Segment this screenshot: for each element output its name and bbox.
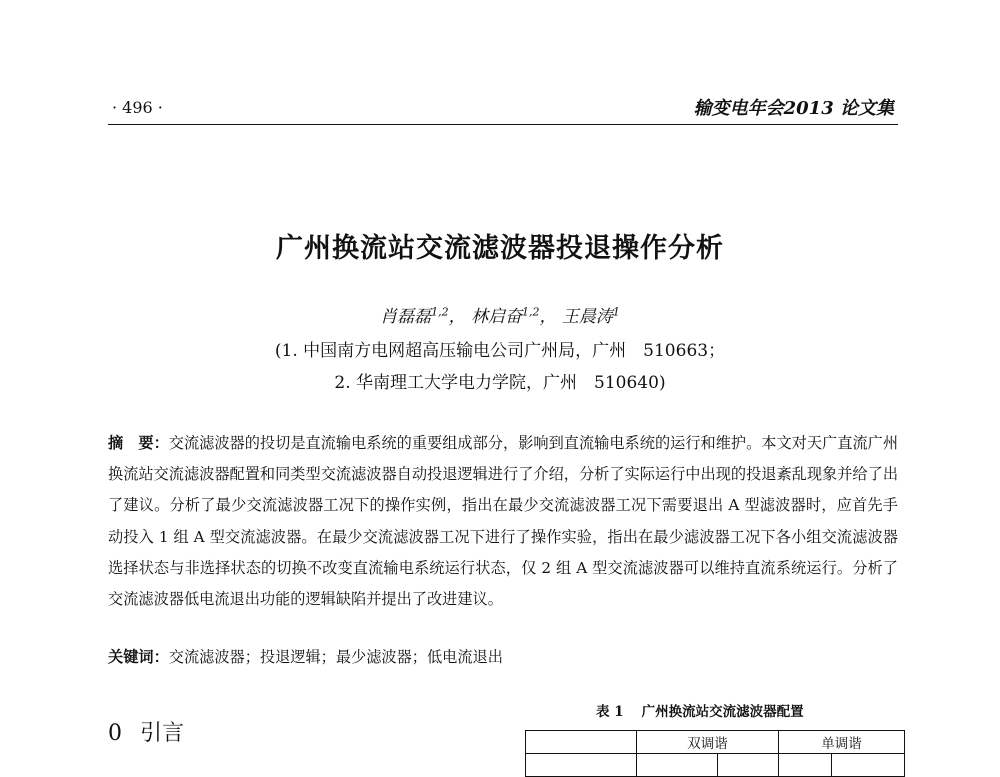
author-name: 肖磊磊 — [380, 307, 432, 327]
journal-title: 输变电年会2013 论文集 — [693, 98, 894, 119]
keywords — [108, 646, 898, 667]
author-separator: ， — [448, 307, 466, 327]
author-affiliation-mark: 1,2 — [431, 305, 449, 319]
author-name: 王晨涛 — [561, 307, 613, 327]
table-group-header: 双调谐 — [637, 731, 779, 754]
keywords-text: 交流滤波器；投退逻辑；最少滤波器；低电流退出 — [168, 648, 503, 666]
affiliation-2: 2. 华南理工大学电力学院，广州 510640) — [334, 373, 666, 393]
paper-title: 广州换流站交流滤波器投退操作分析 — [276, 233, 724, 264]
section-heading — [108, 716, 184, 747]
table-label: 表 1 — [596, 704, 624, 720]
author-affiliation-mark: 1,2 — [522, 305, 540, 319]
table-cell — [526, 754, 637, 777]
abstract-label: 摘 要： — [108, 434, 169, 452]
author-affiliation-mark: 1 — [612, 305, 620, 319]
header-divider — [108, 124, 898, 125]
table-cell — [637, 754, 718, 777]
abstract — [108, 428, 898, 615]
table-cell — [718, 754, 779, 777]
abstract-text: 交流滤波器的投切是直流输电系统的重要组成部分，影响到直流输电系统的运行和维护。本文对天广直流广州换流站交流滤波器配置和同类型交流滤波器自动投退逻辑进行了介绍，分析了实际运行中出现的投退紊乱现象并给了出了建议。分析了最少交流滤波器工况下的操作实例，指出在最少交流滤波器工况下需要退出 A 型滤波器时，应首先手动投入 1 组 A 型交流滤波器。在最少交流滤波器工况下进行了操作实验，指出在最少滤波器工况下各小组交流滤波器选择状态与非选择状态的切换不改变直流输电系统运行状态，仅 2 组 A 型交流滤波器可以维持直流系统运行。分析了交流滤波器低电流退出功能的逻辑缺陷并提出了改进建议。 — [108, 434, 899, 609]
table-group-header: 单调谐 — [779, 731, 905, 754]
author-name: 林启奋 — [471, 307, 522, 327]
table-caption — [596, 700, 804, 720]
section-title: 引言 — [140, 721, 185, 746]
author-list — [0, 302, 1000, 327]
filter-config-table — [525, 730, 905, 777]
table-row — [526, 731, 905, 754]
table-title: 广州换流站交流滤波器配置 — [641, 704, 804, 720]
table-cell — [832, 754, 905, 777]
page-number: · 496 · — [112, 98, 163, 117]
section-number: 0 — [108, 721, 122, 746]
affiliation-1: (1. 中国南方电网超高压输电公司广州局，广州 510663； — [274, 341, 726, 361]
author-separator: ， — [539, 307, 557, 327]
table-cell — [526, 731, 637, 754]
keywords-label: 关键词： — [108, 648, 169, 666]
table-row — [526, 754, 905, 777]
table-cell — [779, 754, 832, 777]
